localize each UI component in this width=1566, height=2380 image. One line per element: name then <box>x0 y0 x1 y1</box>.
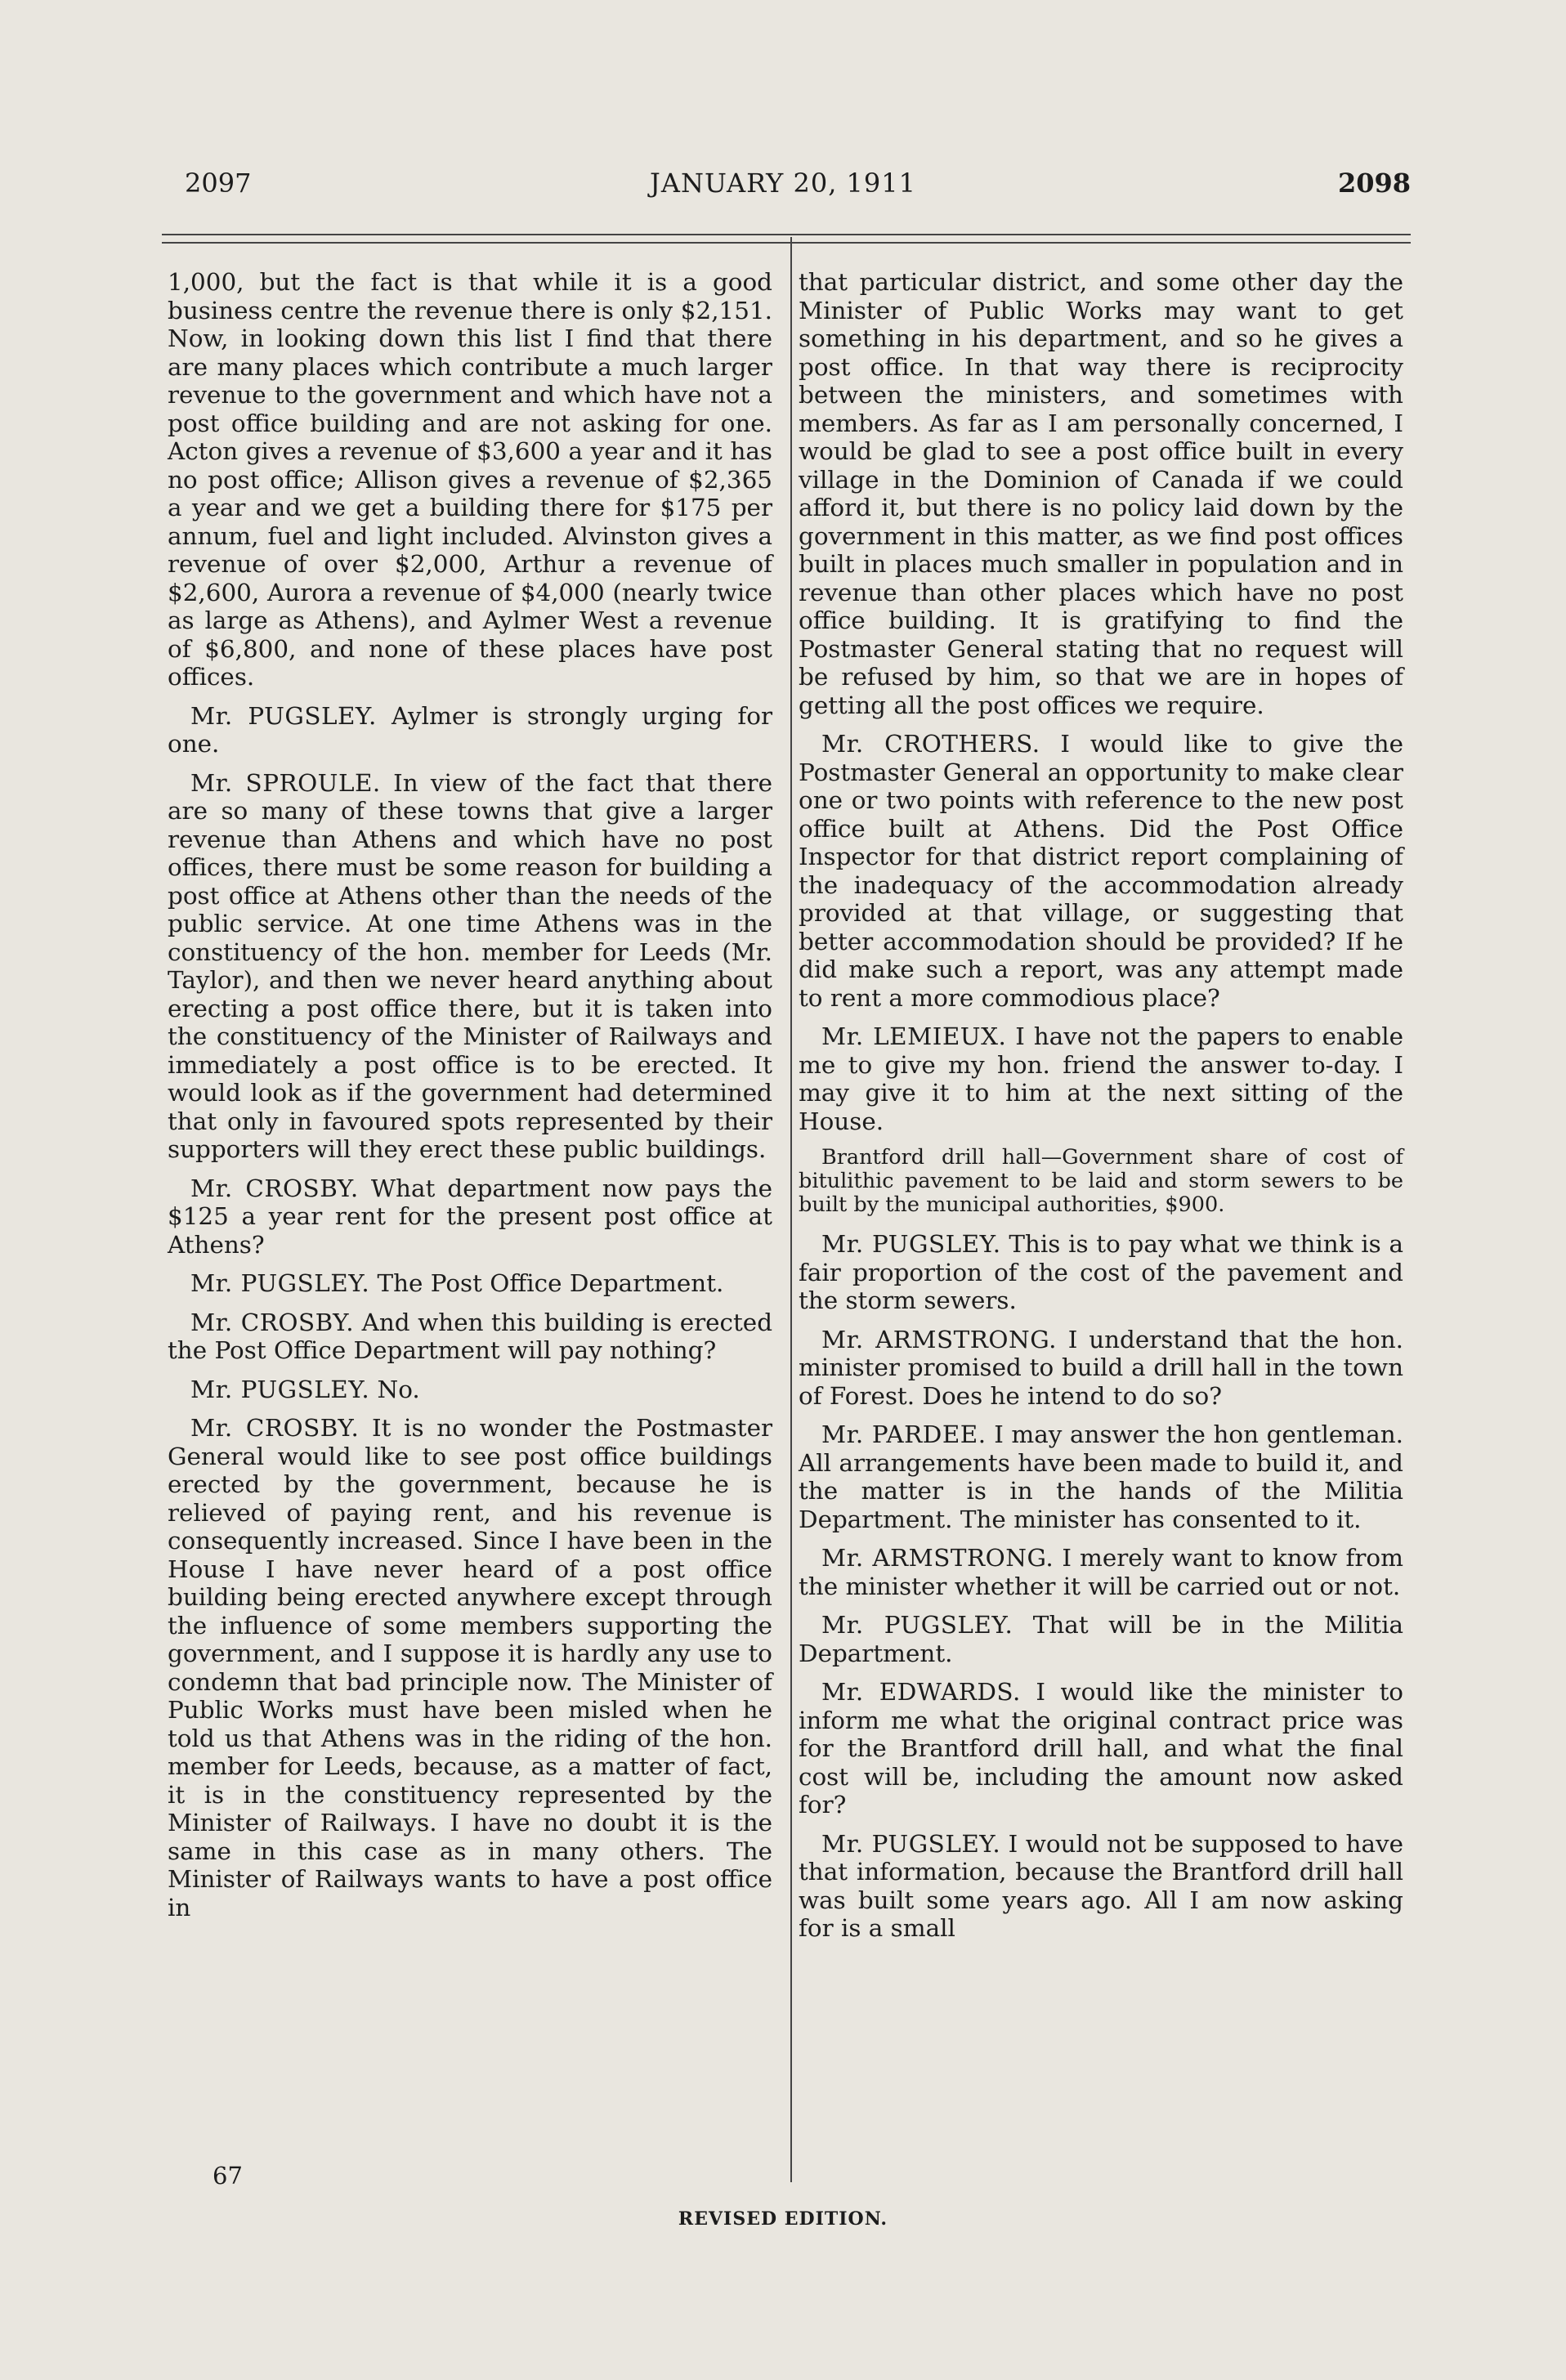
speech-text: No. <box>377 1375 420 1403</box>
speaker-name: Mr. PUGSLEY. <box>821 1829 1001 1858</box>
paragraph-text: 1,000, but the fact is that while it is a good business centre the revenue there is only $2,151. Now, in looking down this list I find that there are many places which contribute a much larger revenue to the government and which have not a post office building and are not asking for one. Acton gives a revenue of $3,600 a year and it has no post office; Allison gives a revenue of $2,365 a year and we get a building there for $175 per annum, fuel and light included. Alvinston gives a revenue of over $2,000, Arthur a revenue of $2,600, Aurora a revenue of $4,000 (nearly twice as large as Athens), and Aylmer West a revenue of $6,800, and none of these places have post offices. <box>168 268 772 691</box>
left-column <box>168 268 772 1932</box>
speech-paragraph <box>799 1022 1403 1135</box>
speaker-name: Mr. CROSBY. <box>190 1308 355 1336</box>
speech-paragraph <box>168 1269 772 1298</box>
speaker-name: Mr. PUGSLEY. <box>190 701 377 730</box>
edition-footer: REVISED EDITION. <box>678 2208 888 2230</box>
paragraph <box>168 268 772 691</box>
speech-paragraph <box>799 730 1403 1012</box>
speaker-name: Mr. PARDEE. <box>821 1420 987 1448</box>
speaker-name: Mr. CROSBY. <box>190 1174 359 1202</box>
speaker-name: Mr. CROTHERS. <box>821 730 1040 758</box>
speech-text: And when this building is erected the Post Office Department will pay nothing? <box>168 1308 773 1364</box>
speech-paragraph <box>168 1309 772 1365</box>
speech-text: It is no wonder the Postmaster General would like to see post office buildings erected by the government, because he is relieved of paying rent, and his revenue is consequently increased. Since I have been in the House I have never heard of a post office building being erected anywhere except through the influence of some members supporting the government, and I suppose it is hardly any use to condemn that bad principle now. The Minister of Public Works must have been misled when he told us that Athens was in the riding of the hon. member for Leeds, because, as a matter of fact, it is in the constituency represented by the Minister of Railways. I have no doubt it is the same in this case as in many others. The Minister of Railways wants to have a post office in <box>168 1414 773 1921</box>
speech-paragraph <box>168 769 772 1164</box>
speech-text: This is to pay what we think is a fair proportion of the cost of the pavement and the storm sewers. <box>799 1230 1403 1314</box>
speaker-name: Mr. PUGSLEY. <box>190 1269 370 1297</box>
page-date-heading: JANUARY 20, 1911 <box>650 168 916 199</box>
speech-paragraph <box>168 1174 772 1259</box>
column-divider <box>790 237 792 2182</box>
speaker-name: Mr. PUGSLEY. <box>821 1611 1013 1639</box>
speaker-name: Mr. EDWARDS. <box>821 1678 1021 1706</box>
right-column <box>799 268 1403 1953</box>
speech-text: I would not be supposed to have that information, because the Brantford drill hall was built some years ago. All I am now asking for is a small <box>799 1829 1403 1942</box>
speech-text: I have not the papers to enable me to give my hon. friend the answer to-day. I may give it to him at the next sitting of the House. <box>799 1022 1404 1135</box>
speaker-name: Mr. ARMSTRONG. <box>821 1325 1057 1353</box>
speech-text: What department now pays the $125 a year rent for the present post office at Athens? <box>168 1174 773 1259</box>
speaker-name: Mr. PUGSLEY. <box>190 1375 370 1403</box>
header-rule-bottom <box>162 242 1411 244</box>
speech-paragraph <box>799 1678 1403 1819</box>
speech-paragraph <box>799 1830 1403 1943</box>
speech-paragraph <box>168 1414 772 1921</box>
speech-text: I understand that the hon. minister promised to build a drill hall in the town of Forest. Does he intend to do so? <box>799 1325 1403 1410</box>
speech-text: The Post Office Department. <box>377 1269 724 1297</box>
left-page-number: 2097 <box>185 168 252 199</box>
speech-paragraph <box>168 1376 772 1404</box>
speech-text: In view of the fact that there are so many of these towns that give a larger revenue than Athens and which have no post offices, there must be some reason for building a post office at Athens other than the needs of the public service. At one time Athens was in the constituency of the hon. member for Leeds (Mr. Taylor), and then we never heard anything about erecting a post office there, but it is taken into the constituency of the Minister of Railways and immediately a post office is to be erected. It would look as if the government had determined that only in favoured spots represented by their supporters will they erect these public buildings. <box>168 768 772 1163</box>
speech-paragraph <box>168 702 772 758</box>
speech-paragraph <box>799 1611 1403 1667</box>
paragraph <box>799 268 1403 719</box>
speech-text: I may answer the hon gentleman. All arrangements have been made to build it, and the matter is in the hands of the Militia Department. The minister has consented to it. <box>799 1420 1403 1533</box>
speech-paragraph <box>799 1230 1403 1315</box>
speaker-name: Mr. ARMSTRONG. <box>821 1544 1054 1572</box>
speech-paragraph <box>799 1326 1403 1411</box>
speech-text: I would like the minister to inform me what the original contract price was for the Brantford drill hall, and what the final cost will be, including the amount now asked for? <box>799 1678 1403 1819</box>
header-rule-top <box>162 234 1411 235</box>
right-page-number: 2098 <box>1337 168 1411 199</box>
speech-text: That will be in the Militia Department. <box>799 1611 1403 1667</box>
speaker-name: Mr. LEMIEUX. <box>821 1022 1007 1050</box>
speaker-name: Mr. SPROULE. <box>190 768 381 797</box>
speech-text: I would like to give the Postmaster General an opportunity to make clear one or two points with reference to the new post office built at Athens. Did the Post Office Inspector for that district report complaining of the inadequacy of the accommodation already provided at that village, or suggesting that better accommodation should be provided? If he did make such a report, was any attempt made to rent a more commodious place? <box>799 730 1404 1012</box>
speaker-name: Mr. PUGSLEY. <box>821 1230 1001 1258</box>
paragraph-text: that particular district, and some other day the Minister of Public Works may want to get something in his department, and so he gives a post office. In that way there is reciprocity between the ministers, and sometimes with members. As far as I am personally concerned, I would be glad to see a post office built in every village in the Dominion of Canada if we could afford it, but there is no policy laid down by the government in this matter, as we find post offices built in places much smaller in population and in revenue than other places which have no post office building. It is gratifying to find the Postmaster General stating that no request will be refused by him, so that we are in hopes of getting all the post offices we require. <box>799 268 1403 719</box>
estimate-item-note: Brantford drill hall—Government share of cost of bitulithic pavement to be laid and storm sewers to be built by the municipal authorities, $900. <box>799 1145 1403 1217</box>
folio-number: 67 <box>213 2162 243 2190</box>
speech-text: Aylmer is strongly urging for one. <box>168 701 772 758</box>
speaker-name: Mr. CROSBY. <box>190 1414 360 1442</box>
speech-text: I merely want to know from the minister whether it will be carried out or not. <box>799 1544 1403 1600</box>
speech-paragraph <box>799 1544 1403 1600</box>
speech-paragraph <box>799 1420 1403 1533</box>
